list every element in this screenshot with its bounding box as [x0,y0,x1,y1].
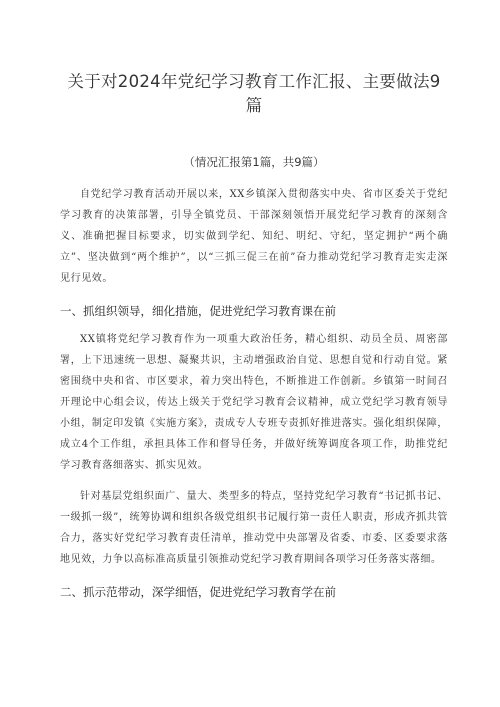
intro-paragraph: 自党纪学习教育活动开展以来，XX乡镇深入贯彻落实中央、省市区委关于党纪学习教育的决策部署，引导全镇党员、干部深刻领悟开展党纪学习教育的深刻含义、准确把握目标要求，切实做到学纪、知纪、明纪、守纪，坚定拥护“两个确立”、坚决做到“两个维护”，以“三抓三促三在前”奋力推动党纪学习教育走实走深见行见效。 [60,189,448,284]
section-1-paragraph-2: 针对基层党组织面广、量大、类型多的特点，坚持党纪学习教育“书记抓书记、一级抓一级”，统筹协调和组织各级党组织书记履行第一责任人职责，形成齐抓共管合力，落实好党纪学习教育责任清单，推动党中央部署及省委、市委、区委要求落地见效，力争以高标准高质量引领推动党纪学习教育期间各项学习任务落实落细。 [60,491,448,565]
title-line-1: 关于对2024年党纪学习教育工作汇报、主要做法9 [67,72,441,91]
paragraph-gap [60,476,448,486]
title-line-2: 篇 [245,96,263,115]
document-title [60,0,448,118]
document-subtitle: （情况汇报第1篇，共9篇） [183,155,325,169]
section-2-heading: 二、抓示范带动，深学细悟，促进党纪学习教育学在前 [60,585,336,599]
section-1-heading: 一、抓组织领导，细化措施，促进党纪学习教育课在前 [60,304,336,318]
section-1-paragraph-1: XX镇将党纪学习教育作为一项重大政治任务，精心组织、动员全员、周密部署，上下迅速统一思想、凝聚共识，主动增强政治自觉、思想自觉和行动自觉。紧密围绕中央和省、市区要求，着力突出特色，不断推进工作创新。乡镇第一时间召开理论中心组会议，传达上级关于党纪学习教育会议精神，成立党纪学习教育领导小组，制定印发镇《实施方案》，责成专人专班专责抓好推进落实。强化组织保障，成立4个工作组，承担具体工作和督导任务，并做好统筹调度各项工作，助推党纪学习教育落细落实、抓实见效。 [60,334,448,471]
